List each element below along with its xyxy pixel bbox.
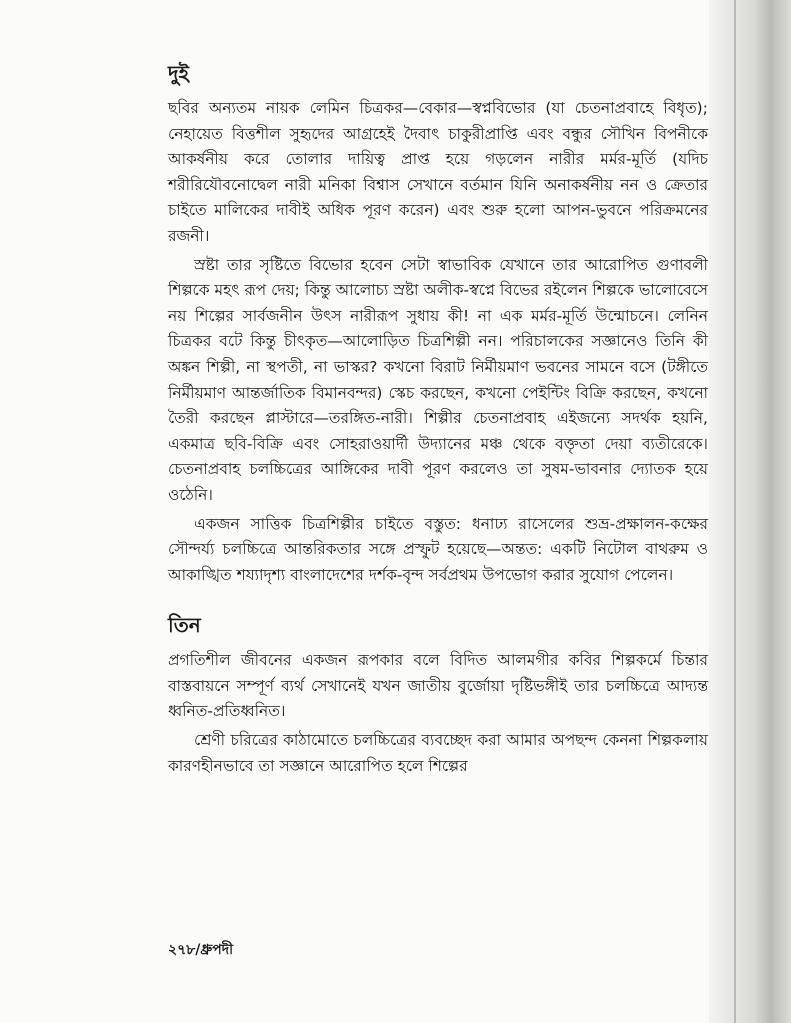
paragraph: একজন সাত্তিক চিত্রশিল্পীর চাইতে বস্তুত: ধনাঢ্য রাসেলের শুভ্র-প্রক্ষালন-কক্ষের সৌন্দর্য্য চলচ্চিত্রে আন্তরিকতার সঙ্গে প্রস্ফুট হয়েছে—অন্তত: একটি নিটোল বাথরুম ও আকাঙ্খিত শয্যাদৃশ্য বাংলাদেশের দর্শক-বৃন্দ সর্বপ্রথম উপভোগ করার সুযোগ পেলেন।	[168, 514, 708, 584]
paragraph: শ্রেণী চরিত্রের কাঠামোতে চলচ্চিত্রের ব্যবচ্ছেদ করা আমার অপছন্দ কেননা শিল্পকলায় কারণহীনভাবে তা সজ্ঞানে আরোপিত হলে শিল্পের	[168, 731, 708, 775]
paragraph: প্রগতিশীল জীবনের একজন রূপকার বলে বিদিত আলমগীর কবির শিল্পকর্মে চিন্তার বাস্তবায়নে সম্পূর্ণ ব্যর্থ সেখানেই যখন জাতীয় বুর্জোয়া দৃষ্টিভঙ্গীই তার চলচ্চিত্রে আদ্যন্ত ধ্বনিত-প্রতিধ্বনিত।	[168, 651, 708, 721]
page-footer: ২৭৮/ধ্রুপদী	[168, 942, 234, 958]
paragraph: স্রষ্টা তার সৃষ্টিতে বিভোর হবেন সেটা স্বাভাবিক যেখানে তার আরোপিত গুণাবলী শিল্পকে মহৎ রূপ দেয়; কিন্তু আলোচ্য স্রষ্টা অলীক-স্বপ্নে বিভের রইলেন শিল্পকে ভালোবেসে নয় শিল্পের সার্বজনীন উৎস নারীরূপ সুধায় কী! না এক মর্মর-মূর্তি উন্মোচনে। লেনিন চিত্রকর বটে কিন্তু চীৎকৃত—আলোড়িত চিত্রশিল্পী নন। পরিচালকের সজ্ঞানেও তিনি কী অঙ্কন শিল্পী, না স্থপতী, না ভাস্কর? কখনো বিরাট নির্মীয়মাণ ভবনের সামনে বসে (টঙ্গীতে নির্মীয়মাণ আন্তর্জাতিক বিমানবন্দর) স্কেচ করছেন, কখনো পেইন্টিং বিক্রি করছেন, কখনো তৈরী করছেন প্লাস্টারে—তরঙ্গিত-নারী। শিল্পীর চেতনাপ্রবাহ এইজন্যে সদর্থক হয়নি, একমাত্র ছবি-বিক্রি এবং সোহরাওয়ার্দী উদ্যানের মঞ্চ থেকে বক্তৃতা দেয়া ব্যতীরেকে। চেতনাপ্রবাহ চলচ্চিত্রের আঙ্গিকের দাবী পূরণ করলেও তা সুষম-ভাবনার দ্যোতক হয়ে ওঠেনি।	[168, 255, 708, 504]
paragraph: ছবির অন্যতম নায়ক লেমিন চিত্রকর—বেকার—স্বপ্নবিভোর (যা চেতনাপ্রবাহে বিধৃত); নেহায়েত বিত্তশীল সুহৃদের আগ্রহেই দৈবাৎ চাকুরীপ্রাপ্তি এবং বন্ধুর সৌখিন বিপনীকে আকর্ষনীয় করে তোলার দায়িত্ব প্রাপ্ত হয়ে গড়লেন নারীর মর্মর-মূর্তি (যদিচ শরীরিযৌবনোদ্বেল নারী মনিকা বিশ্বাস সেখানে বর্তমান যিনি অনাকর্ষনীয় নন ও ক্রেতার চাইতে মালিকের দাবীই অধিক পূরণ করেন) এবং শুরু হলো আপন-ভুবনে পরিক্রমনের রজনী।	[168, 99, 708, 245]
page-text-block	[168, 58, 708, 782]
section-heading-two: দুই	[168, 61, 189, 85]
book-spine-shadow	[709, 0, 791, 1023]
book-gutter-line	[734, 0, 736, 1023]
section-heading-three: তিন	[168, 613, 201, 638]
